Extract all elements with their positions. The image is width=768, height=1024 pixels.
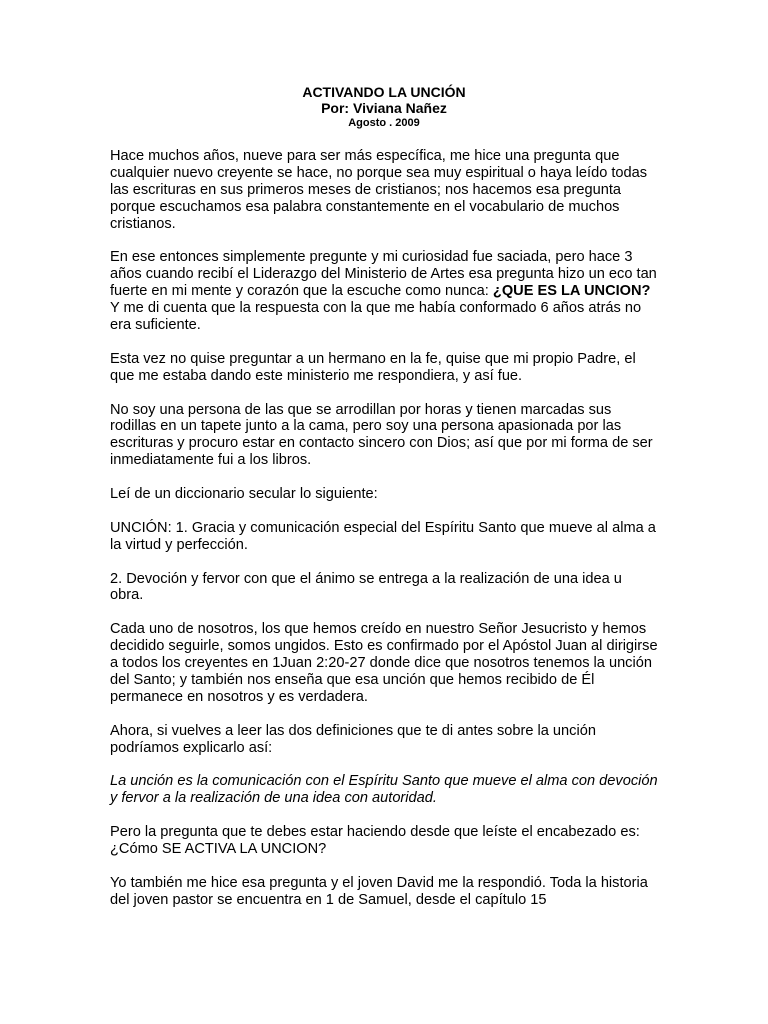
paragraph-2-text-a: En ese entonces simplemente pregunte y mi curiosidad fue saciada, pero hace 3 años cuando recibí el Liderazgo del Ministerio de Artes esa pregunta hizo un eco tan fuerte en mi mente y corazón que la escuche como nunca: xyxy=(110,249,657,300)
document-date: Agosto . 2009 xyxy=(348,117,420,129)
document-body xyxy=(110,148,658,909)
paragraph-2-text-b: Y me di cuenta que la respuesta con la que me había conformado 6 años atrás no era suficiente. xyxy=(110,300,642,334)
paragraph-12: Yo también me hice esa pregunta y el joven David me la respondió. Toda la historia del joven pastor se encuentra en 1 de Samuel, desde el capítulo 15 xyxy=(110,874,648,908)
paragraph-10-definition: La unción es la comunicación con el Espíritu Santo que mueve el alma con devoción y fervor a la realización de una idea con autoridad. xyxy=(110,773,658,807)
paragraph-3: Esta vez no quise preguntar a un hermano en la fe, quise que mi propio Padre, el que me estaba dando este ministerio me respondiera, y así fue. xyxy=(110,350,636,384)
paragraph-2 xyxy=(110,249,658,334)
paragraph-8: Cada uno de nosotros, los que hemos creído en nuestro Señor Jesucristo y hemos decidido seguirle, somos ungidos. Esto es confirmado por el Apóstol Juan al dirigirse a todos los creyentes en 1Juan 2:20-27 donde dice que nosotros tenemos la unción del Santo; y también nos enseña que esa unción que hemos recibido de Él permanece en nosotros y es verdadera. xyxy=(110,621,658,705)
paragraph-1: Hace muchos años, nueve para ser más específica, me hice una pregunta que cualquier nuevo creyente se hace, no porque sea muy espiritual o haya leído todas las escrituras en sus primeros meses de cristianos; nos hacemos esa pregunta porque escuchamos esa palabra constantemente en el vocabulario de muchos cristianos. xyxy=(110,148,648,232)
paragraph-4: No soy una persona de las que se arrodillan por horas y tienen marcadas sus rodillas en un tapete junto a la cama, pero soy una persona apasionada por las escrituras y procuro estar en contacto sincero con Dios; así que por mi forma de ser inmediatamente fui a los libros. xyxy=(110,401,653,469)
paragraph-11: Pero la pregunta que te debes estar haciendo desde que leíste el encabezado es: ¿Cómo SE ACTIVA LA UNCION? xyxy=(110,824,640,857)
paragraph-5: Leí de un diccionario secular lo siguiente: xyxy=(110,486,378,503)
paragraph-2-question: ¿QUE ES LA UNCION? xyxy=(492,283,651,300)
document-page xyxy=(110,84,658,926)
document-header xyxy=(110,84,658,130)
paragraph-6: UNCIÓN: 1. Gracia y comunicación especial del Espíritu Santo que mueve al alma a la virtud y perfección. xyxy=(110,519,656,553)
paragraph-7: 2. Devoción y fervor con que el ánimo se entrega a la realización de una idea u obra. xyxy=(110,570,622,604)
paragraph-9: Ahora, si vuelves a leer las dos definiciones que te di antes sobre la unción podríamos explicarlo así: xyxy=(110,722,596,756)
document-title: ACTIVANDO LA UNCIÓN xyxy=(302,84,466,100)
document-author: Por: Viviana Nañez xyxy=(321,100,447,116)
